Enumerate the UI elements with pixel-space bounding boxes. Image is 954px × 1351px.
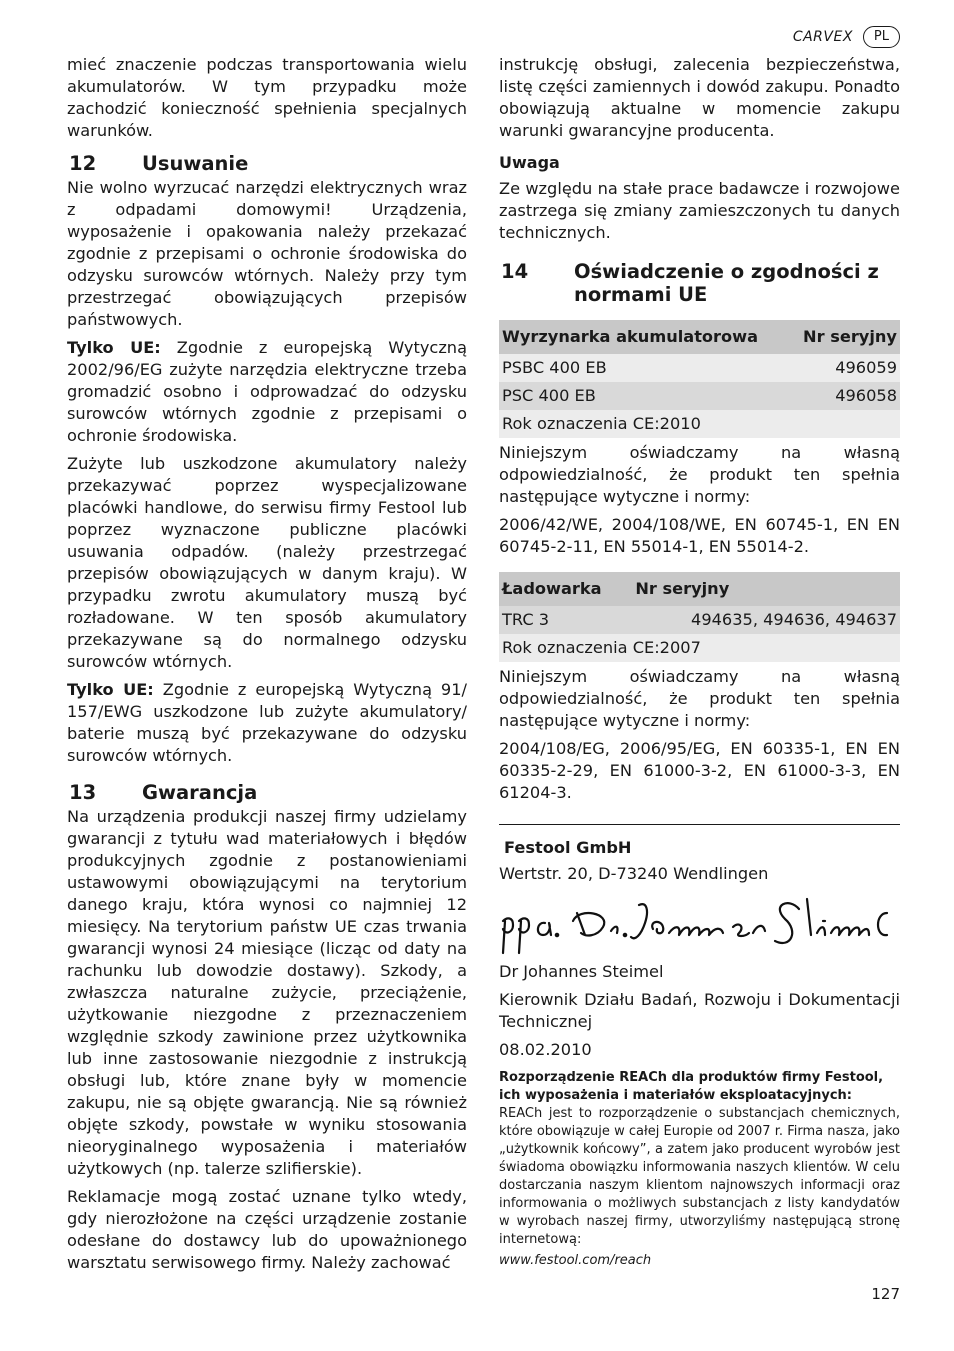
claims-paragraph: Reklamacje mogą zostać uznane tylko wtedy, gdy nierozłożone na części urządzenie zostanie odesłane do dostawcy lub do upoważnionego warsztatu serwisowego firmy. Należy zachować xyxy=(67,1187,467,1272)
serial-number: 496059 xyxy=(789,354,900,382)
brand-name: CARVEX xyxy=(792,29,853,45)
serial-number: 494635, 494636, 494637 xyxy=(632,606,900,634)
section-number: 13 xyxy=(69,781,97,804)
table-row xyxy=(499,382,900,410)
section-title: Oświadczenie o zgodności z normami UE xyxy=(574,260,879,306)
intro-paragraph: mieć znaczenie podczas transportowania wielu akumulatorów. W tym przypadku może zachodzić konieczność spełnienia specjalnych warunków. xyxy=(67,55,467,140)
norms-paragraph: 2004/108/EG, 2006/95/EG, EN 60335-1, EN EN 60335-2-29, EN 61000-3-2, EN 61000-3-3, EN 61204-3. xyxy=(499,739,900,802)
warranty-paragraph: Na urządzenia produkcji naszej firmy udzielamy gwarancji z tytułu wad materiałowych i błędów produkcyjnych zgodnie z postanowieniami ustawowymi obowiązującymi na terytorium danego kraju, która wynosi co najmniej 12 miesięcy. Na terytorium państw UE czas trwania gwarancji wynosi 24 miesiące (licząc od daty na rachunku lub dowodzie dostawy). Szkody, a zwłaszcza naturalne zużycie, przeciążenie, użytkowanie niezgodne z przeznaczeniem względnie szkody zawinione przez użytkownika lub inne zastosowanie niezgodnie z instrukcją obsługi lub, które znane były w momencie zakupu, nie są objęte gwarancją. Nie są również objęte szkody, powstałe w wyniku stosowania nieoryginalnego wyposażenia i materiałów użytkowych (np. talerze szlifierskie). xyxy=(67,807,467,1178)
ce-year: Rok oznaczenia CE:2007 xyxy=(499,634,900,662)
reach-heading: Rozporządzenie REACh dla produktów firmy Festool, ich wyposażenia i materiałów eksploatacyjnych: xyxy=(499,1070,884,1103)
table-header-serial: Nr seryjny xyxy=(632,572,900,606)
norms-paragraph: 2006/42/WE, 2004/108/WE, EN 60745-1, EN EN 60745-2-11, EN 55014-1, EN 55014-2. xyxy=(499,515,900,556)
company-address: Wertstr. 20, D-73240 Wendlingen xyxy=(499,864,769,883)
section-title: Usuwanie xyxy=(142,152,249,175)
section-number: 14 xyxy=(501,260,529,283)
serial-number: 496058 xyxy=(789,382,900,410)
reach-link[interactable]: www.festool.com/reach xyxy=(499,1253,652,1268)
divider xyxy=(499,824,900,825)
section-12-heading xyxy=(69,152,467,175)
charger-serial-table xyxy=(499,572,900,662)
section-13-heading xyxy=(69,781,467,804)
product-name: PSC 400 EB xyxy=(499,382,789,410)
eu-only-label: Tylko UE: xyxy=(67,680,154,699)
right-column xyxy=(499,54,900,1270)
section-number: 12 xyxy=(69,152,97,175)
declaration-paragraph: Niniejszym oświadczamy na własną odpowiedzialność, że produkt ten spełnia następujące wytyczne i normy: xyxy=(499,667,900,730)
product-name: PSBC 400 EB xyxy=(499,354,789,382)
table-row xyxy=(499,410,900,438)
company-name: Festool GmbH xyxy=(504,838,632,857)
battery-disposal-paragraph: Zużyte lub uszkodzone akumulatory należy przekazywać poprzez wyspecjalizowane placówki handlowe, do serwisu firmy Festool lub poprzez wyznaczone publiczne placówki usuwania odpadów. (należy przestrzegać przepisów obowiązujących w danym kraju). W przypadku zwrotu akumulatory muszą być rozładowane. W ten sposób akumulatory przekazywane są do normalnego odzysku surowców wtórnych. xyxy=(67,454,467,671)
signature-date: 08.02.2010 xyxy=(499,1040,592,1059)
table-header-product: Ładowarka xyxy=(499,572,632,606)
ce-year: Rok oznaczenia CE:2010 xyxy=(499,410,900,438)
table-header-product: Wyrzynarka akumulatorowa xyxy=(499,320,789,354)
section-title: Gwarancja xyxy=(142,781,258,804)
eu-weee-paragraph: Tylko UE: Zgodnie z europejską Wytyczną 2002/96/EG zużyte narzędzia elektryczne trzeba gromadzić osobno i odprowadzać do odzysku surowców wtórnych zgodnie z przepisami o ochronie środowiska. xyxy=(67,338,467,445)
signatory-role: Kierownik Działu Badań, Rozwoju i Dokumentacji Technicznej xyxy=(499,990,900,1031)
jigsaw-serial-table xyxy=(499,320,900,438)
reach-paragraph: REACh jest to rozporządzenie o substancjach chemicznych, które obowiązuje w całej Europie od 2007 r. Firma nasza, jako „użytkownik końcowy”, a zatem jako producent wyrobów jest świadoma obowiązku informowania naszych klientów. W celu dostarczania naszym klientom najnowszych informacji oraz informowania o możliwych substancjach z listy kandydatów w wyrobach naszej firmy, utworzyliśmy następującą stronę internetową: xyxy=(499,1106,900,1247)
handwritten-signature xyxy=(499,891,900,961)
page-number: 127 xyxy=(871,1285,900,1303)
left-column xyxy=(67,54,467,1280)
language-badge: PL xyxy=(863,26,900,48)
table-row xyxy=(499,606,900,634)
page-header xyxy=(793,26,900,48)
table-row xyxy=(499,354,900,382)
table-row xyxy=(499,634,900,662)
signatory-name: Dr Johannes Steimel xyxy=(499,962,664,981)
product-name: TRC 3 xyxy=(499,606,632,634)
disposal-paragraph: Nie wolno wyrzucać narzędzi elektrycznych wraz z odpadami domowymi! Urządzenia, wyposażenie i opakowania należy przekazać zgodnie z przepisami o ochronie środowiska do odzysku surowców wtórnych. Należy przy tym przestrzegać obowiązujących przepisów państwowych. xyxy=(67,178,467,329)
note-heading: Uwaga xyxy=(499,153,560,172)
declaration-paragraph: Niniejszym oświadczamy na własną odpowiedzialność, że produkt ten spełnia następujące wytyczne i normy: xyxy=(499,443,900,506)
table-header-serial: Nr seryjny xyxy=(789,320,900,354)
eu-only-label: Tylko UE: xyxy=(67,338,161,357)
warranty-continued-paragraph: instrukcję obsługi, zalecenia bezpieczeństwa, listę części zamiennych i dowód zakupu. Ponadto obowiązują aktualne w momencie zakupu warunki gwarancyjne producenta. xyxy=(499,55,900,140)
eu-battery-paragraph: Tylko UE: Zgodnie z europejską Wytyczną 91/ 157/EWG uszkodzone lub zużyte akumulatory/ baterie muszą być przekazywane do odzysku surowców wtórnych. xyxy=(67,680,467,765)
note-paragraph: Ze względu na stałe prace badawcze i rozwojowe zastrzega się zmiany zamieszczonych tu danych technicznych. xyxy=(499,179,900,242)
section-14-heading xyxy=(501,260,900,306)
